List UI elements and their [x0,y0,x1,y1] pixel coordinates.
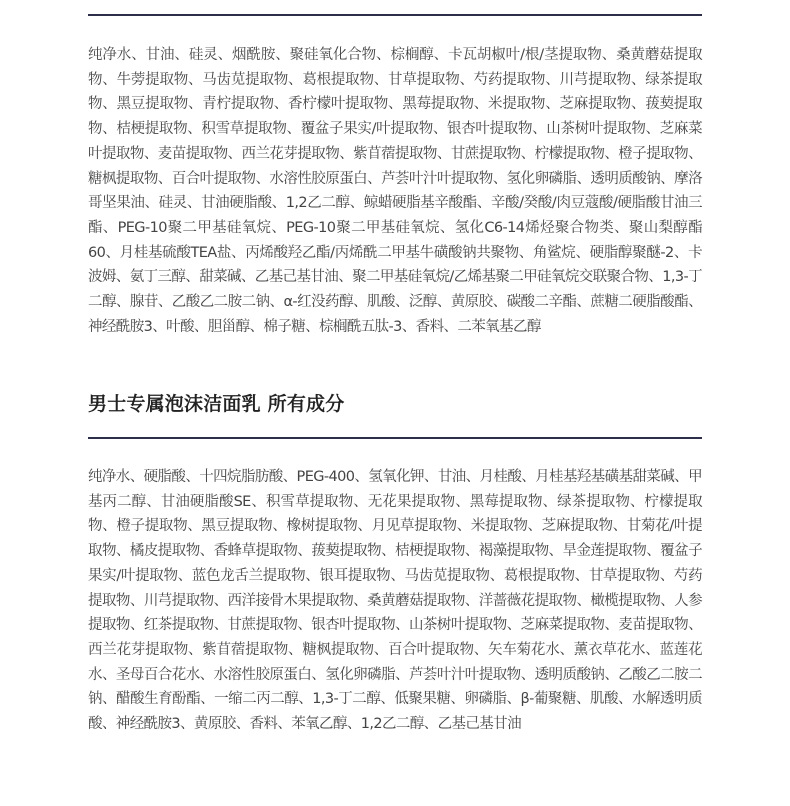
top-divider [88,14,702,16]
section-divider [88,437,702,439]
ingredient-list-2: 纯净水、硬脂酸、十四烷脂肪酸、PEG-400、氢氧化钾、甘油、月桂酸、月桂基羟基磺基甜菜碱、甲基丙二醇、甘油硬脂酸SE、积雪草提取物、无花果提取物、黑莓提取物、绿茶提取物、柠檬提取物、橙子提取物、黑豆提取物、橡树提取物、月见草提取物、米提取物、芝麻提取物、甘菊花/叶提取物、橘皮提取物、香蜂草提取物、菝葜提取物、桔梗提取物、褐藻提取物、旱金莲提取物、覆盆子果实/叶提取物、蓝色龙舌兰提取物、银耳提取物、马齿苋提取物、葛根提取物、甘草提取物、芍药提取物、川芎提取物、西洋接骨木果提取物、桑黄蘑菇提取物、洋蔷薇花提取物、橄榄提取物、人参提取物、红茶提取物、甘蔗提取物、银杏叶提取物、山茶树叶提取物、芝麻菜提取物、麦苗提取物、西兰花芽提取物、紫苜蓿提取物、糖枫提取物、百合叶提取物、矢车菊花水、薰衣草花水、蓝莲花水、圣母百合花水、水溶性胶原蛋白、氢化卵磷脂、芦荟叶汁叶提取物、透明质酸钠、乙酸乙二胺二钠、醋酸生育酚酯、一缩二丙二醇、1,3-丁二醇、低聚果糖、卵磷脂、β-葡聚糖、肌酸、水解透明质酸、神经酰胺3、黄原胶、香料、苯氧乙醇、1,2乙二醇、乙基己基甘油 [88,469,702,733]
ingredient-list-1: 纯净水、甘油、硅灵、烟酰胺、聚硅氧化合物、棕榈醇、卡瓦胡椒叶/根/茎提取物、桑黄蘑菇提取物、牛蒡提取物、马齿苋提取物、葛根提取物、甘草提取物、芍药提取物、川芎提取物、绿茶提取物、黑豆提取物、青柠提取物、香柠檬叶提取物、黑莓提取物、米提取物、芝麻提取物、菝葜提取物、桔梗提取物、积雪草提取物、覆盆子果实/叶提取物、银杏叶提取物、山茶树叶提取物、芝麻菜叶提取物、麦苗提取物、西兰花芽提取物、紫苜蓿提取物、甘蔗提取物、柠檬提取物、橙子提取物、糖枫提取物、百合叶提取物、水溶性胶原蛋白、芦荟叶汁叶提取物、氢化卵磷脂、透明质酸钠、摩洛哥坚果油、硅灵、甘油硬脂酸、1,2乙二醇、鲸蜡硬脂基辛酸酯、辛酸/癸酸/肉豆蔻酸/硬脂酸甘油三酯、PEG-10聚二甲基硅氧烷、PEG-10聚二甲基硅氧烷、氢化C6-14烯烃聚合物类、聚山梨醇酯60、月桂基硫酸TEA盐、丙烯酸羟乙酯/丙烯酰二甲基牛磺酸钠共聚物、角鲨烷、硬脂醇聚醚-2、卡波姆、氨丁三醇、甜菜碱、乙基己基甘油、聚二甲基硅氧烷/乙烯基聚二甲硅氧烷交联聚合物、1,3-丁二醇、腺苷、乙酸乙二胺二钠、α-红没药醇、肌酸、泛醇、黄原胶、碳酸二辛酯、蔗糖二硬脂酸酯、神经酰胺3、叶酸、胆甾醇、棉子糖、棕榈酰五肽-3、香料、二苯氧基乙醇 [88,47,702,335]
section-title: 男士专属泡沫洁面乳 所有成分 [88,393,345,415]
